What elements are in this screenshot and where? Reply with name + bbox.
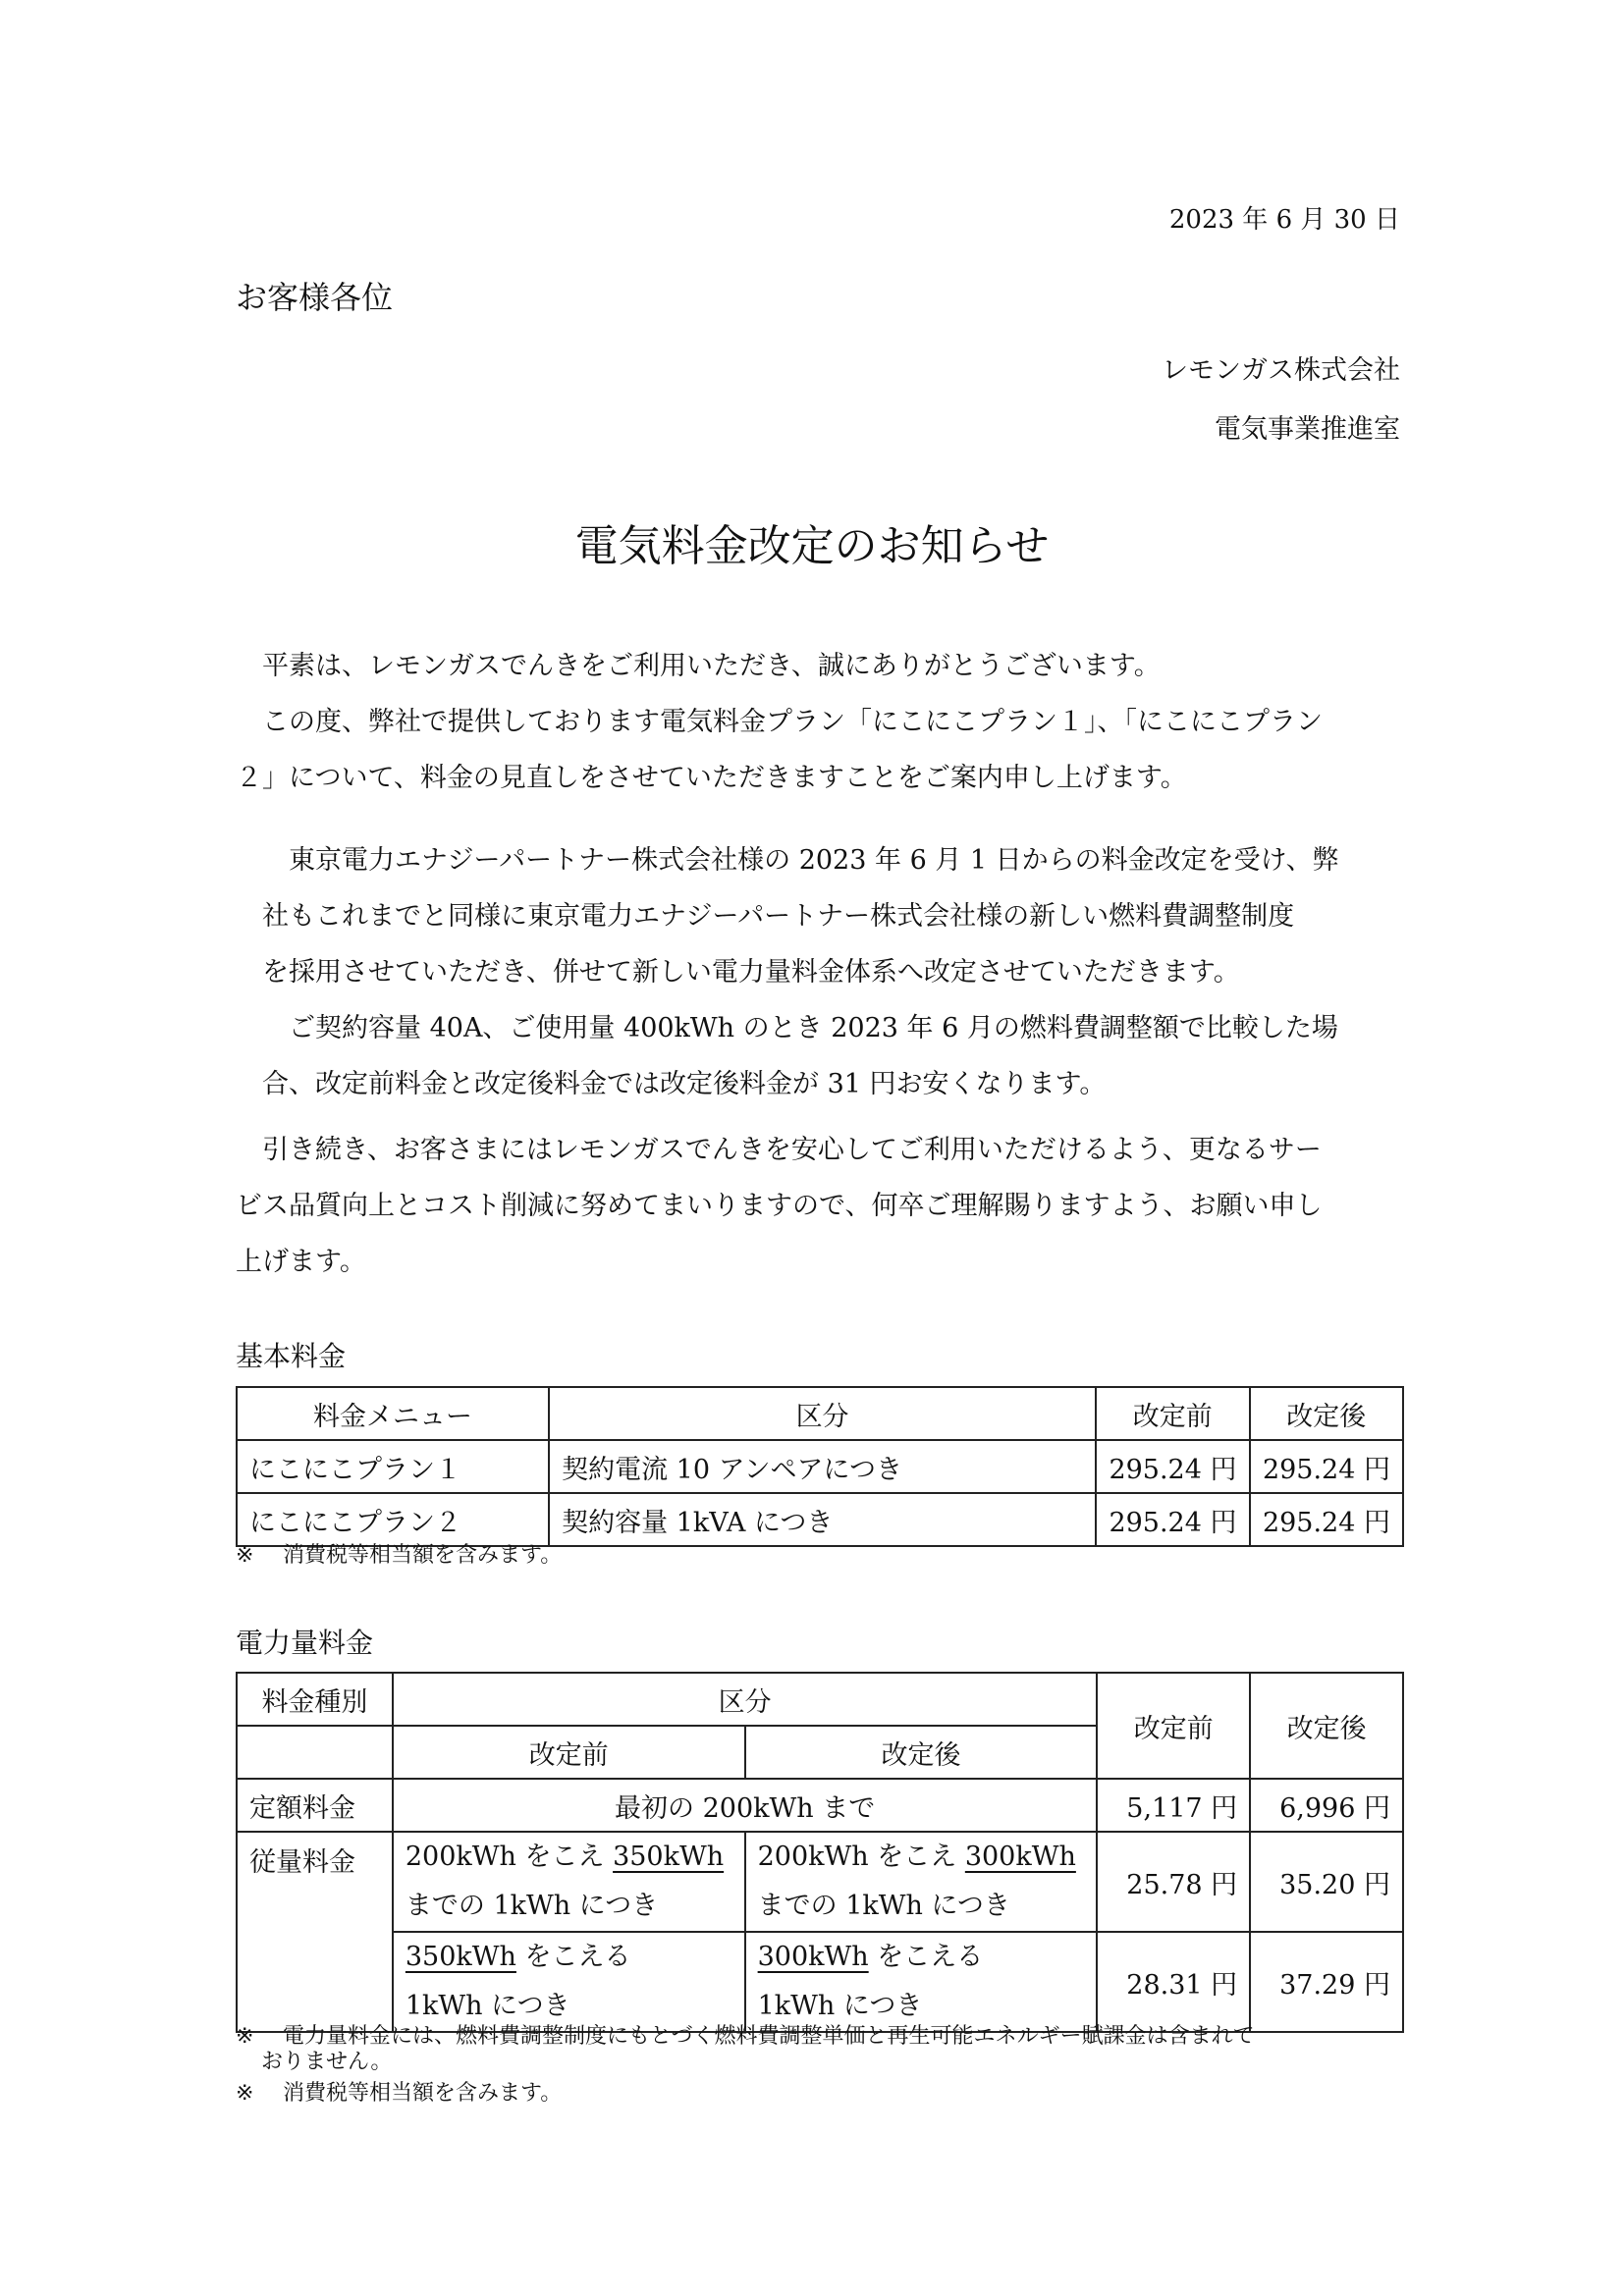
table-cell: 295.24 円: [1250, 1440, 1404, 1493]
table-cell: 最初の 200kWh まで: [393, 1779, 1098, 1832]
table-row: [237, 1440, 1403, 1493]
table-cell: [393, 1832, 745, 1932]
cell-text: までの 1kWh につき: [757, 1891, 1010, 1921]
header-cell: 区分: [393, 1673, 1098, 1726]
closing-paragraph: [236, 1122, 1404, 1290]
cell-text: 200kWh をこえ: [405, 1842, 614, 1872]
table-cell: 6,996 円: [1250, 1779, 1403, 1832]
empty-cell: [237, 1726, 393, 1779]
energy-fee-table: [236, 1672, 1404, 2033]
text-line: ２」について、料金の見直しをさせていただきますことをご案内申し上げます。: [236, 763, 1187, 793]
issue-date: 2023 年 6 月 30 日: [1168, 205, 1400, 235]
header-cell: 改定後: [1250, 1673, 1403, 1779]
cell-text: をこえる: [868, 1942, 984, 1972]
text-line: 東京電力エナジーパートナー株式会社様の 2023 年 6 月 1 日からの料金改定を受け、弊: [236, 845, 1339, 876]
header-cell: 改定後: [745, 1726, 1098, 1779]
table-row: [237, 1832, 1403, 1932]
cell-text: 1kWh につき: [757, 1991, 923, 2021]
header-cell: 料金メニュー: [237, 1387, 549, 1440]
table-row: [237, 1493, 1403, 1546]
note-mark: ※: [236, 1543, 254, 1568]
table-cell: 28.31 円: [1097, 1932, 1250, 2032]
text-line: この度、弊社で提供しております電気料金プラン「にこにこプラン１」、「にこにこプラン: [236, 707, 1323, 737]
energy-fee-heading: 電力量料金: [236, 1627, 374, 1659]
basic-fee-note: [236, 1543, 562, 1569]
department-name: 電気事業推進室: [1215, 414, 1400, 445]
table-cell: 契約容量 1kVA につき: [549, 1493, 1096, 1546]
text-line: ご契約容量 40A、ご使用量 400kWh のとき 2023 年 6 月の燃料費調整額で比較した場: [236, 1013, 1338, 1043]
cell-text: までの 1kWh につき: [405, 1891, 659, 1921]
cell-text-underlined: 300kWh: [757, 1942, 869, 1972]
table-cell: 5,117 円: [1097, 1779, 1250, 1832]
recipient: お客様各位: [236, 279, 394, 316]
header-cell: 改定前: [1097, 1673, 1250, 1779]
cell-text: をこえる: [515, 1942, 631, 1972]
table-cell: 35.20 円: [1250, 1832, 1403, 1932]
text-line: 社もこれまでと同様に東京電力エナジーパートナー株式会社様の新しい燃料費調整制度: [236, 901, 1295, 932]
text-line: 平素は、レモンガスでんきをご利用いただき、誠にありがとうございます。: [236, 651, 1161, 681]
header-cell: 料金種別: [237, 1673, 393, 1726]
table-cell: 295.24 円: [1250, 1493, 1404, 1546]
energy-fee-note-continued: おりません。: [261, 2050, 393, 2074]
table-cell: [745, 1932, 1098, 2032]
table-cell: 295.24 円: [1096, 1440, 1249, 1493]
basic-fee-table: [236, 1386, 1404, 1547]
text-line: 上げます。: [236, 1247, 366, 1277]
note-mark: ※: [236, 2081, 254, 2106]
document-title: 電気料金改定のお知らせ: [574, 521, 1050, 571]
cell-text: 1kWh につき: [405, 1991, 570, 2021]
intro-paragraph: [236, 638, 1404, 806]
table-cell: 295.24 円: [1096, 1493, 1249, 1546]
table-cell: 従量料金: [237, 1832, 393, 2032]
text-line: 引き続き、お客さまにはレモンガスでんきを安心してご利用いただけるよう、更なるサー: [236, 1135, 1322, 1165]
note-text: 消費税等相当額を含みます。: [283, 2081, 563, 2106]
table-header-row: [237, 1673, 1403, 1726]
table-cell: 25.78 円: [1097, 1832, 1250, 1932]
energy-fee-note: [236, 2024, 1255, 2050]
table-cell: [393, 1932, 745, 2032]
table-row: [237, 1779, 1403, 1832]
table-cell: [745, 1832, 1098, 1932]
cell-text-underlined: 350kWh: [613, 1842, 725, 1872]
cell-text: 200kWh をこえ: [757, 1842, 965, 1872]
tax-note: [236, 2081, 562, 2107]
header-cell: 改定後: [1250, 1387, 1404, 1440]
header-cell: 区分: [549, 1387, 1096, 1440]
table-cell: 契約電流 10 アンペアにつき: [549, 1440, 1096, 1493]
note-text: 消費税等相当額を含みます。: [283, 1543, 563, 1568]
cell-text-underlined: 350kWh: [405, 1942, 516, 1972]
text-line: ビス品質向上とコスト削減に努めてまいりますので、何卒ご理解賜りますよう、お願い申し: [236, 1191, 1323, 1221]
text-line: 合、改定前料金と改定後料金では改定後料金が 31 円お安くなります。: [236, 1069, 1107, 1099]
table-cell: にこにこプラン２: [237, 1493, 549, 1546]
header-cell: 改定前: [393, 1726, 745, 1779]
header-cell: 改定前: [1096, 1387, 1249, 1440]
cell-text-underlined: 300kWh: [964, 1842, 1076, 1872]
table-cell: 37.29 円: [1250, 1932, 1403, 2032]
table-header-row: [237, 1387, 1403, 1440]
basic-fee-heading: 基本料金: [236, 1340, 347, 1372]
note-mark: ※: [236, 2024, 254, 2049]
note-text: 電力量料金には、燃料費調整制度にもとづく燃料費調整単価と再生可能エネルギー賦課金は含まれて: [283, 2024, 1255, 2049]
table-cell: にこにこプラン１: [237, 1440, 549, 1493]
table-cell: 定額料金: [237, 1779, 393, 1832]
company-name: レモンガス株式会社: [1162, 355, 1400, 386]
text-line: を採用させていただき、併せて新しい電力量料金体系へ改定させていただきます。: [236, 957, 1240, 988]
detail-paragraph: [236, 832, 1404, 1112]
table-row: [237, 1932, 1403, 2032]
